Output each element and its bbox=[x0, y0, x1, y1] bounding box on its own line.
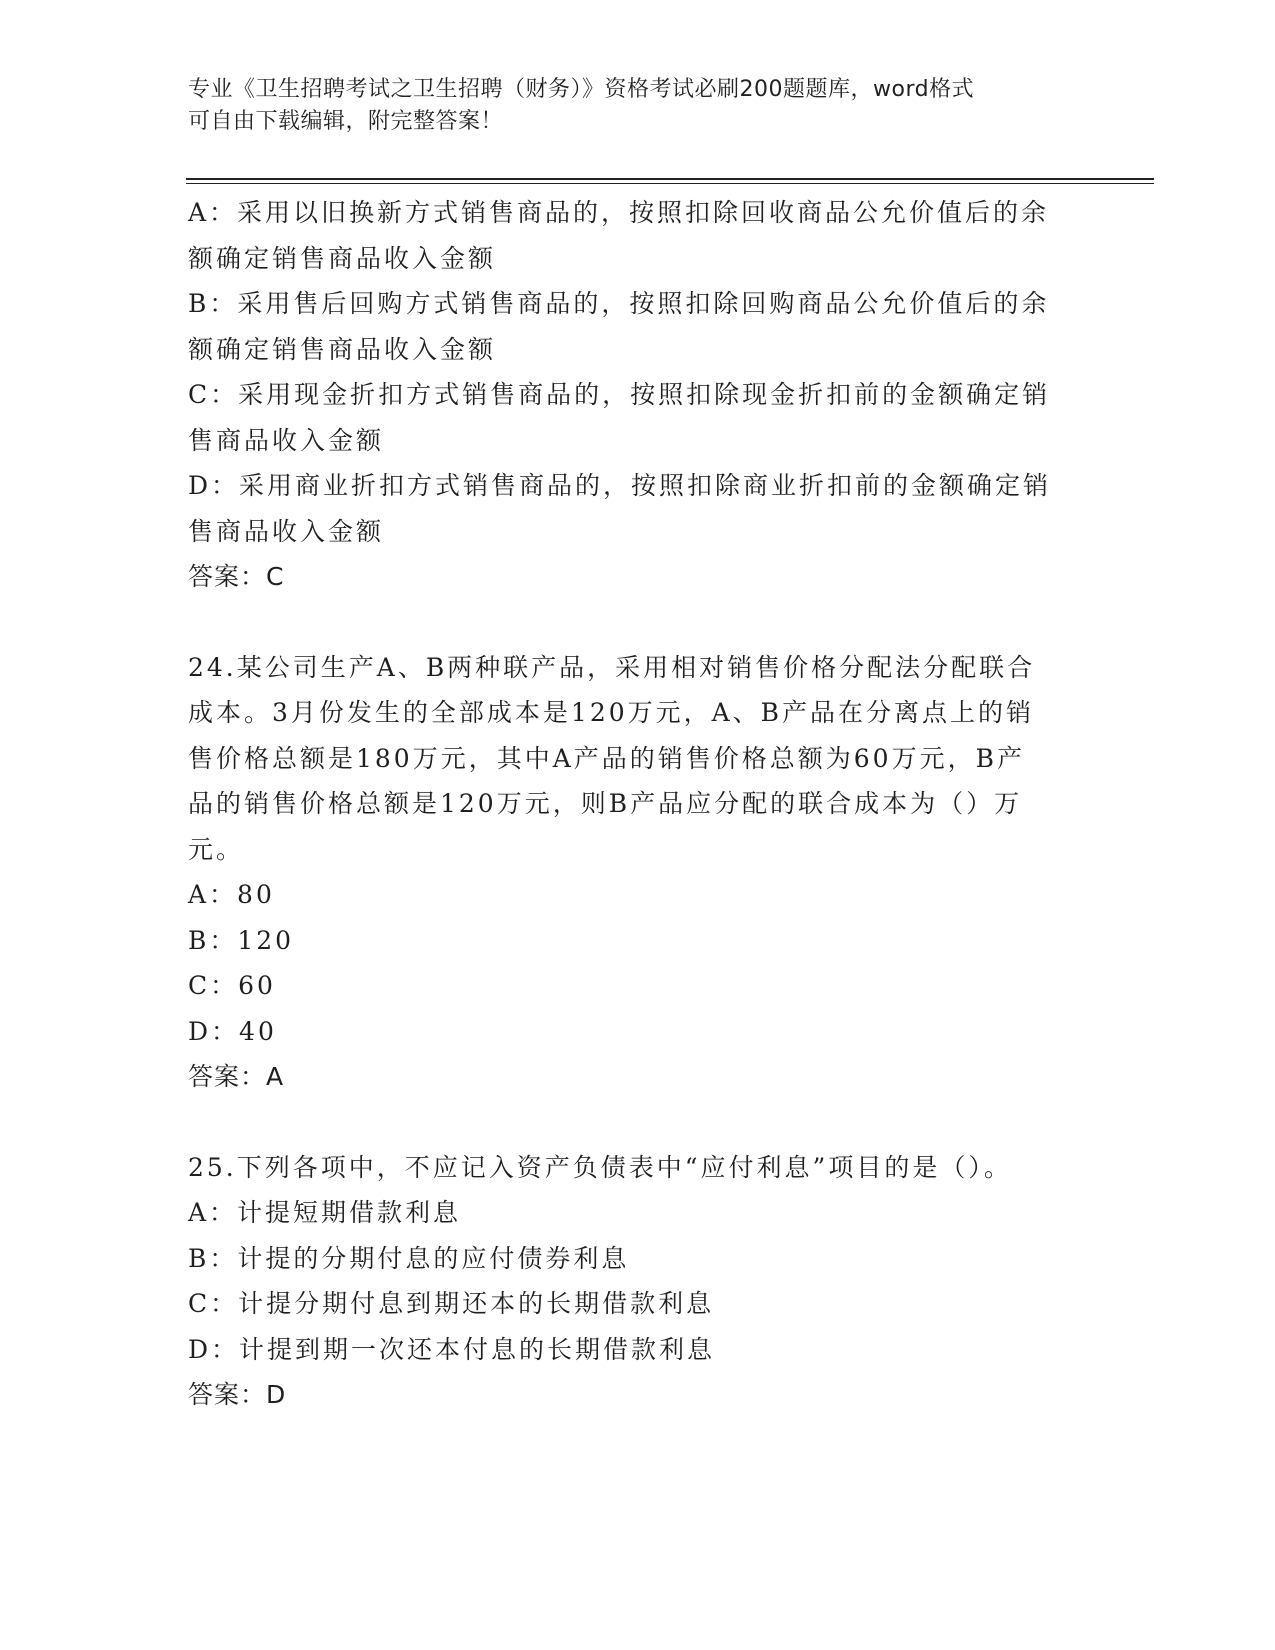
question-24 bbox=[188, 645, 1088, 1100]
question-stem-line-2: 成本。3月份发生的全部成本是120万元，A、B产品在分离点上的销 bbox=[188, 698, 1035, 727]
header-divider-thin bbox=[186, 183, 1154, 184]
spacer bbox=[188, 1100, 1088, 1145]
document-body bbox=[188, 190, 1088, 1418]
option-b-line-2: 额确定销售商品收入金额 bbox=[188, 334, 497, 364]
header-divider-thick bbox=[186, 178, 1154, 180]
option-b-line-1: B：采用售后回购方式销售商品的，按照扣除回购商品公允价值后的余 bbox=[188, 289, 1050, 318]
answer-label: 答案：A bbox=[188, 1062, 285, 1091]
header-title-line-1: 专业《卫生招聘考试之卫生招聘（财务）》资格考试必刷200题题库，word格式 bbox=[188, 77, 975, 102]
option-c-line-1: C：采用现金折扣方式销售商品的，按照扣除现金折扣前的金额确定销 bbox=[188, 380, 1051, 409]
option-b: B：120 bbox=[188, 925, 295, 955]
option-a-line-1: A：采用以旧换新方式销售商品的，按照扣除回收商品公允价值后的余 bbox=[188, 198, 1050, 227]
answer-label: 答案：C bbox=[188, 562, 285, 591]
question-23-options bbox=[188, 190, 1088, 600]
option-c: C：60 bbox=[188, 971, 276, 1000]
option-a: A：计提短期借款利息 bbox=[188, 1198, 462, 1227]
option-a: A：80 bbox=[188, 880, 275, 909]
header-title-line-2: 可自由下载编辑，附完整答案！ bbox=[188, 109, 504, 134]
question-stem-line-4: 品的销售价格总额是120万元，则B产品应分配的联合成本为（）万 bbox=[188, 789, 1023, 818]
question-stem-line-1: 24.某公司生产A、B两种联产品，采用相对销售价格分配法分配联合 bbox=[188, 652, 1036, 682]
question-stem-line-3: 售价格总额是180万元，其中A产品的销售价格总额为60万元，B产 bbox=[188, 743, 1025, 773]
option-d: D：40 bbox=[188, 1016, 277, 1046]
option-c: C：计提分期付息到期还本的长期借款利息 bbox=[188, 1289, 715, 1318]
option-d: D：计提到期一次还本付息的长期借款利息 bbox=[188, 1334, 716, 1364]
document-header bbox=[188, 74, 1068, 138]
question-25 bbox=[188, 1145, 1088, 1418]
option-d-line-1: D：采用商业折扣方式销售商品的，按照扣除商业折扣前的金额确定销 bbox=[188, 471, 1052, 500]
option-a-line-2: 额确定销售商品收入金额 bbox=[188, 243, 497, 273]
option-c-line-2: 售商品收入金额 bbox=[188, 425, 385, 455]
question-stem-line-5: 元。 bbox=[188, 834, 245, 864]
option-d-line-2: 售商品收入金额 bbox=[188, 516, 385, 546]
spacer bbox=[188, 600, 1088, 645]
option-b: B：计提的分期付息的应付债券利息 bbox=[188, 1243, 630, 1273]
answer-label: 答案：D bbox=[188, 1380, 287, 1409]
question-stem: 25.下列各项中，不应记入资产负债表中“应付利息”项目的是（）。 bbox=[188, 1152, 1012, 1182]
